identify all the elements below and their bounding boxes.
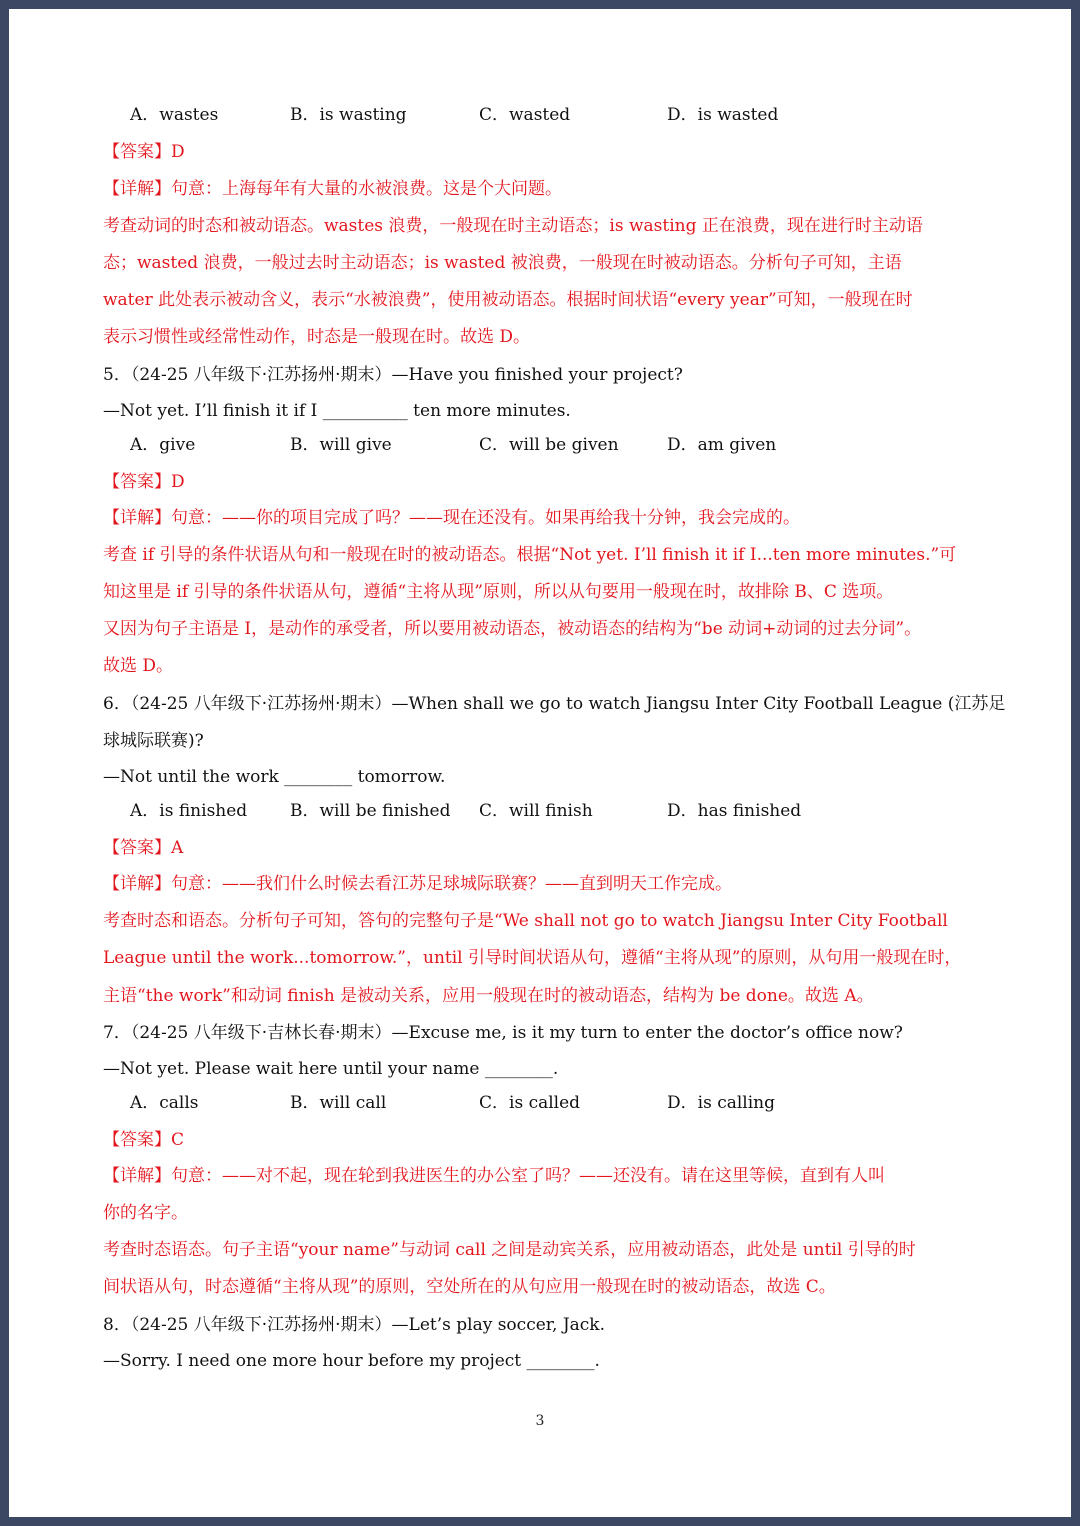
- option-b: B．is wasting: [290, 105, 407, 125]
- q5-answer: 【答案】D: [103, 472, 185, 492]
- q5-explain-line: 又因为句子主语是 I，是动作的承受者，所以要用被动语态，被动语态的结构为“be 动词+动词的过去分词”。: [103, 619, 922, 639]
- q5-explain-line: 【详解】句意：——你的项目完成了吗？——现在还没有。如果再给我十分钟，我会完成的。: [103, 508, 800, 528]
- option-a: A．give: [130, 435, 196, 455]
- q7-stem: 7．（24-25 八年级下·吉林长春·期末）—Excuse me, is it my turn to enter the doctor’s office now?: [103, 1023, 903, 1043]
- document-page: [9, 9, 1071, 1517]
- option-c: C．will be given: [479, 435, 619, 455]
- option-c: C．is called: [479, 1093, 581, 1113]
- q4-explain-line: 考查动词的时态和被动语态。wastes 浪费，一般现在时主动语态；is wasting 正在浪费，现在进行时主动语: [103, 216, 923, 236]
- page-number: 3: [535, 1413, 545, 1429]
- q6-stem-reply: —Not until the work ________ tomorrow.: [103, 767, 446, 787]
- q8-stem: 8．（24-25 八年级下·江苏扬州·期末）—Let’s play soccer, Jack.: [103, 1315, 606, 1335]
- q7-explain-line: 考查时态语态。句子主语“your name”与动词 call 之间是动宾关系，应用被动语态，此处是 until 引导的时: [103, 1240, 916, 1260]
- option-d: D．has finished: [667, 801, 802, 821]
- q4-explain-line: water 此处表示被动含义，表示“水被浪费”，使用被动语态。根据时间状语“every year”可知，一般现在时: [103, 290, 913, 310]
- q7-answer: 【答案】C: [103, 1130, 185, 1150]
- option-d: D．is calling: [667, 1093, 775, 1113]
- option-d: D．am given: [667, 435, 777, 455]
- q6-explain-line: 【详解】句意：——我们什么时候去看江苏足球城际联赛？——直到明天工作完成。: [103, 874, 732, 894]
- q4-answer: 【答案】D: [103, 142, 185, 162]
- q6-explain-line: 考查时态和语态。分析句子可知，答句的完整句子是“We shall not go to watch Jiangsu Inter City Football: [103, 911, 948, 931]
- option-c: C．wasted: [479, 105, 571, 125]
- q6-stem: 6．（24-25 八年级下·江苏扬州·期末）—When shall we go to watch Jiangsu Inter City Football League (江苏足: [103, 694, 1006, 714]
- q5-explain-line: 故选 D。: [103, 656, 174, 676]
- q6-stem-cont: 球城际联赛)?: [103, 731, 204, 751]
- q5-stem: 5．（24-25 八年级下·江苏扬州·期末）—Have you finished your project?: [103, 365, 683, 385]
- q5-explain-line: 知这里是 if 引导的条件状语从句，遵循“主将从现”原则，所以从句要用一般现在时，故排除 B、C 选项。: [103, 582, 894, 602]
- option-a: A．wastes: [130, 105, 219, 125]
- q4-explain-line: 态；wasted 浪费，一般过去时主动语态；is wasted 被浪费，一般现在时被动语态。分析句子可知，主语: [103, 253, 902, 273]
- q7-explain-line: 【详解】句意：——对不起，现在轮到我进医生的办公室了吗？——还没有。请在这里等候，直到有人叫: [103, 1166, 885, 1186]
- option-b: B．will be finished: [290, 801, 451, 821]
- q7-explain-line: 你的名字。: [103, 1203, 188, 1223]
- option-d: D．is wasted: [667, 105, 779, 125]
- q5-stem-reply: —Not yet. I’ll finish it if I __________ ten more minutes.: [103, 401, 571, 421]
- option-b: B．will give: [290, 435, 392, 455]
- q4-explain-line: 表示习惯性或经常性动作，时态是一般现在时。故选 D。: [103, 327, 531, 347]
- q6-answer: 【答案】A: [103, 838, 184, 858]
- q5-explain-line: 考查 if 引导的条件状语从句和一般现在时的被动语态。根据“Not yet. I’ll finish it if I...ten more minutes.”可: [103, 545, 957, 565]
- option-a: A．calls: [130, 1093, 199, 1113]
- q4-explain-line: 【详解】句意：上海每年有大量的水被浪费。这是个大问题。: [103, 179, 562, 199]
- option-b: B．will call: [290, 1093, 387, 1113]
- option-c: C．will finish: [479, 801, 593, 821]
- q6-explain-line: League until the work...tomorrow.”，until 引导时间状语从句，遵循“主将从现”的原则，从句用一般现在时，: [103, 948, 962, 968]
- option-a: A．is finished: [130, 801, 248, 821]
- q6-explain-line: 主语“the work”和动词 finish 是被动关系，应用一般现在时的被动语态，结构为 be done。故选 A。: [103, 986, 874, 1006]
- q7-explain-line: 间状语从句，时态遵循“主将从现”的原则，空处所在的从句应用一般现在时的被动语态，故选 C。: [103, 1277, 836, 1297]
- q7-stem-reply: —Not yet. Please wait here until your name ________.: [103, 1059, 559, 1079]
- q8-stem-reply: —Sorry. I need one more hour before my project ________.: [103, 1351, 600, 1371]
